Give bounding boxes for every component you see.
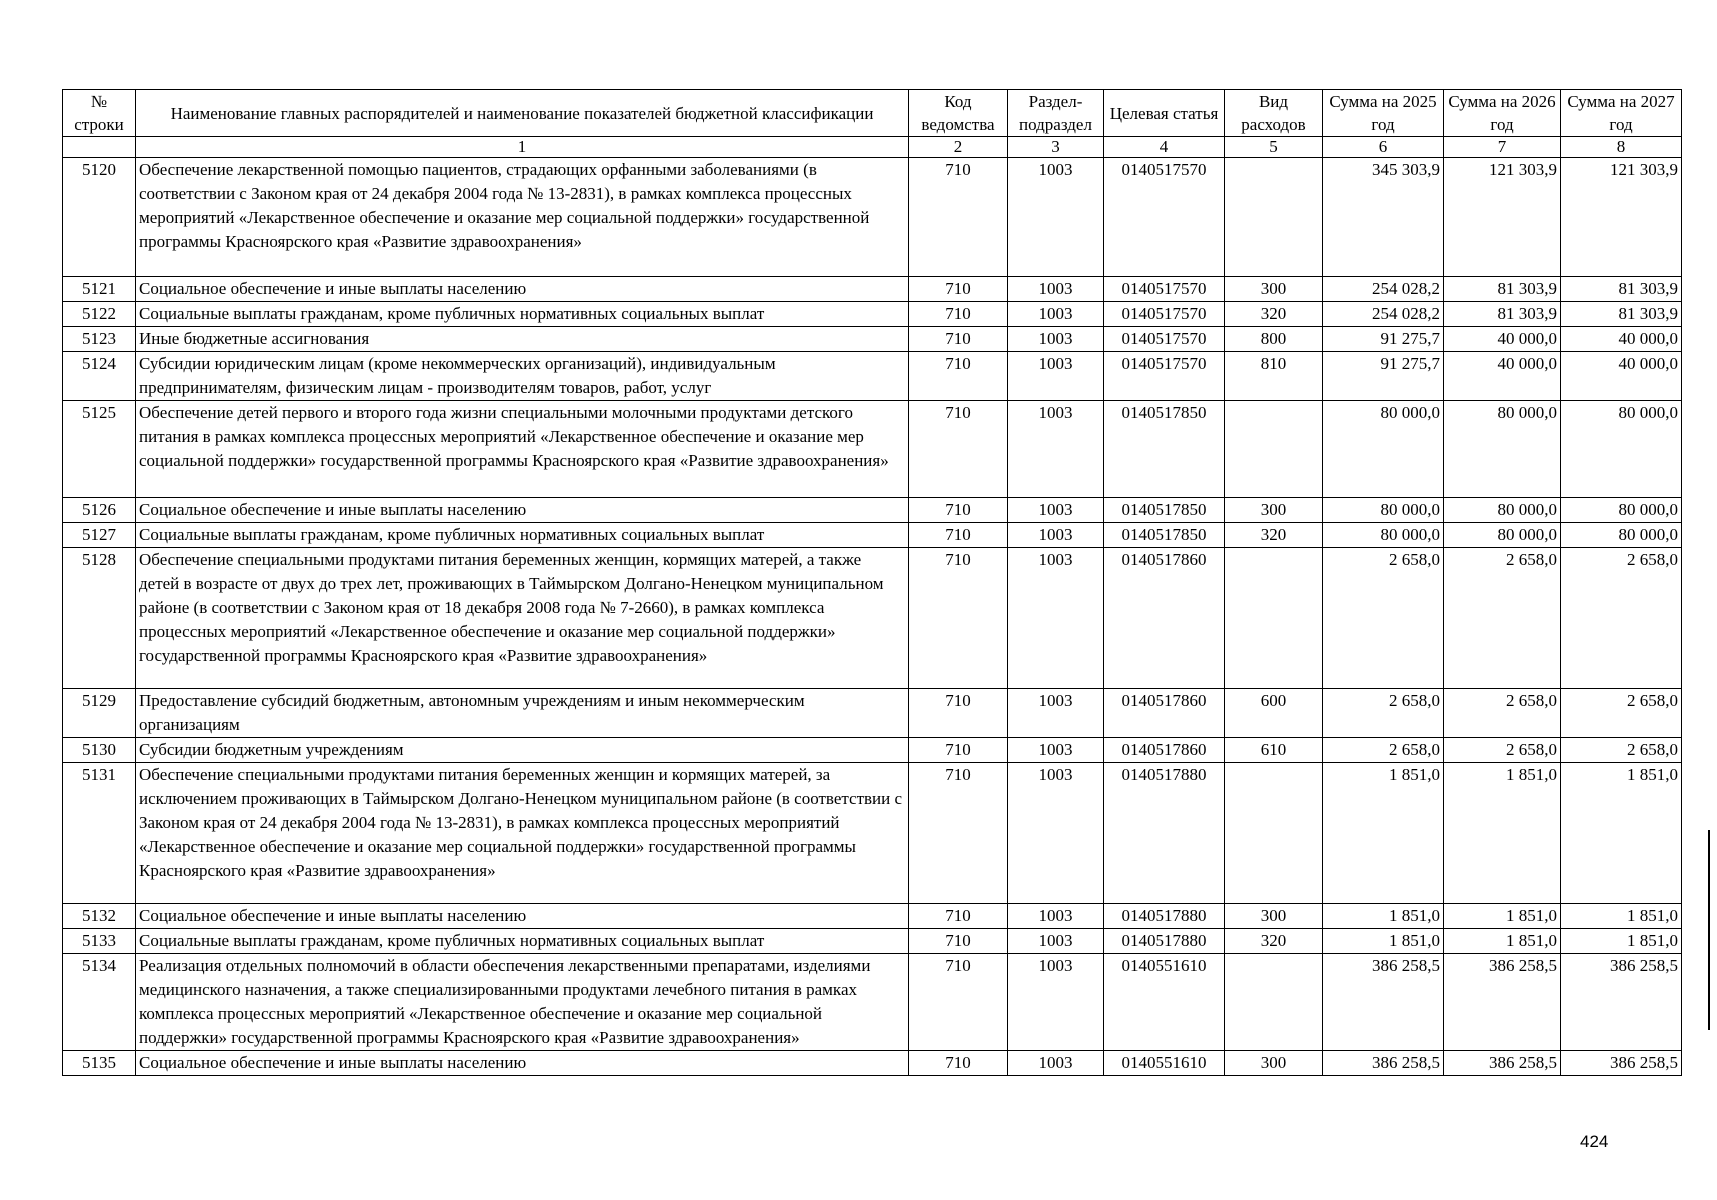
column-number (63, 137, 136, 158)
row-sum-2027: 2 658,0 (1561, 548, 1682, 689)
row-sum-2025: 2 658,0 (1323, 738, 1444, 763)
row-section: 1003 (1008, 954, 1104, 1051)
row-name: Обеспечение лекарственной помощью пациентов, страдающих орфанными заболеваниями (в соответствии с Законом края от 24 декабря 2004 года № 13-2831), в рамках комплекса процессных мероприятий «Лекарственное обеспечение и оказание мер социальной поддержки» государственной программы Красноярского края «Развитие здравоохранения» (136, 158, 909, 277)
row-sum-2025: 254 028,2 (1323, 277, 1444, 302)
row-target: 0140517860 (1104, 738, 1225, 763)
row-type: 300 (1225, 904, 1323, 929)
row-type (1225, 158, 1323, 277)
row-section: 1003 (1008, 523, 1104, 548)
table-row (63, 158, 1682, 277)
row-sum-2027: 80 000,0 (1561, 401, 1682, 498)
row-sum-2026: 2 658,0 (1444, 548, 1561, 689)
row-sum-2027: 80 000,0 (1561, 498, 1682, 523)
row-sum-2025: 1 851,0 (1323, 904, 1444, 929)
header-sum-2025: Сумма на 2025 год (1323, 90, 1444, 137)
row-sum-2026: 2 658,0 (1444, 689, 1561, 738)
row-dept: 710 (909, 352, 1008, 401)
table-row (63, 401, 1682, 498)
row-dept: 710 (909, 954, 1008, 1051)
row-dept: 710 (909, 327, 1008, 352)
row-type: 300 (1225, 1051, 1323, 1076)
row-dept: 710 (909, 763, 1008, 904)
row-dept: 710 (909, 498, 1008, 523)
budget-table (62, 89, 1682, 1076)
row-sum-2026: 40 000,0 (1444, 327, 1561, 352)
row-name: Социальные выплаты гражданам, кроме публичных нормативных социальных выплат (136, 929, 909, 954)
row-no: 5120 (63, 158, 136, 277)
row-name: Обеспечение детей первого и второго года жизни специальными молочными продуктами детского питания в рамках комплекса процессных мероприятий «Лекарственное обеспечение и оказание мер социальной поддержки» государственной программы Красноярского края «Развитие здравоохранения» (136, 401, 909, 498)
scan-edge-mark (1708, 830, 1710, 1030)
row-dept: 710 (909, 158, 1008, 277)
header-sum-2026: Сумма на 2026 год (1444, 90, 1561, 137)
row-target: 0140517570 (1104, 327, 1225, 352)
row-target: 0140517570 (1104, 158, 1225, 277)
row-sum-2025: 1 851,0 (1323, 763, 1444, 904)
document-page (62, 89, 1681, 1076)
table-row (63, 1051, 1682, 1076)
table-row (63, 327, 1682, 352)
header-target: Целевая статья (1104, 90, 1225, 137)
row-sum-2027: 2 658,0 (1561, 738, 1682, 763)
row-section: 1003 (1008, 904, 1104, 929)
row-section: 1003 (1008, 401, 1104, 498)
page-number: 424 (1580, 1132, 1609, 1151)
row-type: 320 (1225, 302, 1323, 327)
row-sum-2026: 1 851,0 (1444, 904, 1561, 929)
column-number: 6 (1323, 137, 1444, 158)
row-dept: 710 (909, 523, 1008, 548)
row-name: Социальное обеспечение и иные выплаты населению (136, 498, 909, 523)
row-sum-2026: 80 000,0 (1444, 523, 1561, 548)
table-row (63, 763, 1682, 904)
row-section: 1003 (1008, 689, 1104, 738)
row-dept: 710 (909, 1051, 1008, 1076)
row-type: 610 (1225, 738, 1323, 763)
row-sum-2026: 386 258,5 (1444, 1051, 1561, 1076)
row-sum-2026: 81 303,9 (1444, 277, 1561, 302)
row-target: 0140517860 (1104, 548, 1225, 689)
row-target: 0140517880 (1104, 904, 1225, 929)
row-no: 5124 (63, 352, 136, 401)
row-type: 300 (1225, 277, 1323, 302)
row-sum-2025: 386 258,5 (1323, 1051, 1444, 1076)
row-no: 5121 (63, 277, 136, 302)
row-section: 1003 (1008, 498, 1104, 523)
header-row-no: № строки (63, 90, 136, 137)
row-sum-2026: 1 851,0 (1444, 929, 1561, 954)
row-sum-2027: 121 303,9 (1561, 158, 1682, 277)
row-sum-2027: 81 303,9 (1561, 302, 1682, 327)
row-sum-2027: 386 258,5 (1561, 954, 1682, 1051)
row-type (1225, 548, 1323, 689)
row-type: 600 (1225, 689, 1323, 738)
row-target: 0140517570 (1104, 277, 1225, 302)
row-section: 1003 (1008, 738, 1104, 763)
row-sum-2025: 80 000,0 (1323, 523, 1444, 548)
row-sum-2026: 121 303,9 (1444, 158, 1561, 277)
row-section: 1003 (1008, 302, 1104, 327)
row-name: Социальное обеспечение и иные выплаты населению (136, 1051, 909, 1076)
row-name: Социальные выплаты гражданам, кроме публичных нормативных социальных выплат (136, 302, 909, 327)
row-type: 800 (1225, 327, 1323, 352)
row-name: Предоставление субсидий бюджетным, автономным учреждениям и иным некоммерческим организациям (136, 689, 909, 738)
row-target: 0140517880 (1104, 763, 1225, 904)
row-dept: 710 (909, 401, 1008, 498)
row-no: 5123 (63, 327, 136, 352)
row-target: 0140551610 (1104, 1051, 1225, 1076)
row-sum-2026: 80 000,0 (1444, 401, 1561, 498)
row-sum-2026: 2 658,0 (1444, 738, 1561, 763)
row-no: 5126 (63, 498, 136, 523)
table-row (63, 548, 1682, 689)
row-sum-2027: 80 000,0 (1561, 523, 1682, 548)
row-dept: 710 (909, 548, 1008, 689)
row-no: 5134 (63, 954, 136, 1051)
row-no: 5132 (63, 904, 136, 929)
row-dept: 710 (909, 904, 1008, 929)
table-row (63, 738, 1682, 763)
row-name: Реализация отдельных полномочий в области обеспечения лекарственными препаратами, изделиями медицинского назначения, а также специализированными продуктами лечебного питания в рамках комплекса процессных мероприятий «Лекарственное обеспечение и оказание мер социальной поддержки» государственной программы Красноярского края «Развитие здравоохранения» (136, 954, 909, 1051)
row-name: Обеспечение специальными продуктами питания беременных женщин, кормящих матерей, а также детей в возрасте от двух до трех лет, проживающих в Таймырском Долгано-Ненецком муниципальном районе (в соответствии с Законом края от 18 декабря 2008 года № 7-2660), в рамках комплекса процессных мероприятий «Лекарственное обеспечение и оказание мер социальной поддержки» государственной программы Красноярского края «Развитие здравоохранения» (136, 548, 909, 689)
row-sum-2027: 81 303,9 (1561, 277, 1682, 302)
row-sum-2025: 1 851,0 (1323, 929, 1444, 954)
column-number: 8 (1561, 137, 1682, 158)
row-type: 810 (1225, 352, 1323, 401)
row-type (1225, 763, 1323, 904)
row-sum-2025: 2 658,0 (1323, 548, 1444, 689)
table-row (63, 302, 1682, 327)
row-no: 5131 (63, 763, 136, 904)
row-no: 5135 (63, 1051, 136, 1076)
row-no: 5129 (63, 689, 136, 738)
header-sum-2027: Сумма на 2027 год (1561, 90, 1682, 137)
row-target: 0140517880 (1104, 929, 1225, 954)
row-no: 5125 (63, 401, 136, 498)
header-dept-code: Код ведомства (909, 90, 1008, 137)
row-sum-2025: 80 000,0 (1323, 498, 1444, 523)
row-sum-2025: 345 303,9 (1323, 158, 1444, 277)
row-sum-2025: 254 028,2 (1323, 302, 1444, 327)
row-target: 0140517570 (1104, 302, 1225, 327)
row-target: 0140517850 (1104, 401, 1225, 498)
row-sum-2026: 40 000,0 (1444, 352, 1561, 401)
row-target: 0140517570 (1104, 352, 1225, 401)
row-type: 300 (1225, 498, 1323, 523)
row-sum-2025: 91 275,7 (1323, 327, 1444, 352)
row-section: 1003 (1008, 352, 1104, 401)
row-sum-2026: 81 303,9 (1444, 302, 1561, 327)
row-target: 0140517850 (1104, 523, 1225, 548)
row-section: 1003 (1008, 929, 1104, 954)
row-type (1225, 401, 1323, 498)
row-no: 5133 (63, 929, 136, 954)
row-sum-2027: 1 851,0 (1561, 763, 1682, 904)
row-section: 1003 (1008, 763, 1104, 904)
column-number: 7 (1444, 137, 1561, 158)
table-row (63, 352, 1682, 401)
row-sum-2027: 386 258,5 (1561, 1051, 1682, 1076)
column-number: 3 (1008, 137, 1104, 158)
table-row (63, 954, 1682, 1051)
row-section: 1003 (1008, 158, 1104, 277)
row-sum-2027: 40 000,0 (1561, 327, 1682, 352)
row-target: 0140517850 (1104, 498, 1225, 523)
row-no: 5127 (63, 523, 136, 548)
row-section: 1003 (1008, 327, 1104, 352)
row-name: Социальное обеспечение и иные выплаты населению (136, 904, 909, 929)
row-no: 5128 (63, 548, 136, 689)
table-row (63, 523, 1682, 548)
row-name: Субсидии бюджетным учреждениям (136, 738, 909, 763)
header-row (63, 90, 1682, 137)
row-section: 1003 (1008, 277, 1104, 302)
table-row (63, 929, 1682, 954)
row-sum-2025: 2 658,0 (1323, 689, 1444, 738)
row-no: 5130 (63, 738, 136, 763)
row-sum-2027: 40 000,0 (1561, 352, 1682, 401)
row-target: 0140517860 (1104, 689, 1225, 738)
row-sum-2027: 1 851,0 (1561, 929, 1682, 954)
row-sum-2027: 1 851,0 (1561, 904, 1682, 929)
row-name: Субсидии юридическим лицам (кроме некоммерческих организаций), индивидуальным предпринимателям, физическим лицам - производителям товаров, работ, услуг (136, 352, 909, 401)
row-sum-2025: 91 275,7 (1323, 352, 1444, 401)
header-section: Раздел-подраздел (1008, 90, 1104, 137)
row-section: 1003 (1008, 1051, 1104, 1076)
table-row (63, 277, 1682, 302)
row-sum-2026: 386 258,5 (1444, 954, 1561, 1051)
row-sum-2026: 80 000,0 (1444, 498, 1561, 523)
table-row (63, 498, 1682, 523)
row-dept: 710 (909, 277, 1008, 302)
row-target: 0140551610 (1104, 954, 1225, 1051)
row-sum-2025: 386 258,5 (1323, 954, 1444, 1051)
row-section: 1003 (1008, 548, 1104, 689)
row-name: Обеспечение специальными продуктами питания беременных женщин и кормящих матерей, за исключением проживающих в Таймырском Долгано-Ненецком муниципальном районе (в соответствии с Законом края от 24 декабря 2004 года № 13-2831), в рамках комплекса процессных мероприятий «Лекарственное обеспечение и оказание мер социальной поддержки» государственной программы Красноярского края «Развитие здравоохранения» (136, 763, 909, 904)
row-type (1225, 954, 1323, 1051)
row-dept: 710 (909, 689, 1008, 738)
row-type: 320 (1225, 929, 1323, 954)
row-dept: 710 (909, 738, 1008, 763)
row-sum-2026: 1 851,0 (1444, 763, 1561, 904)
table-row (63, 689, 1682, 738)
column-number: 1 (136, 137, 909, 158)
column-number: 2 (909, 137, 1008, 158)
row-type: 320 (1225, 523, 1323, 548)
header-name: Наименование главных распорядителей и наименование показателей бюджетной классификации (136, 90, 909, 137)
row-name: Социальное обеспечение и иные выплаты населению (136, 277, 909, 302)
row-no: 5122 (63, 302, 136, 327)
column-number: 4 (1104, 137, 1225, 158)
column-number: 5 (1225, 137, 1323, 158)
row-dept: 710 (909, 302, 1008, 327)
row-name: Социальные выплаты гражданам, кроме публичных нормативных социальных выплат (136, 523, 909, 548)
row-name: Иные бюджетные ассигнования (136, 327, 909, 352)
column-number-row (63, 137, 1682, 158)
row-sum-2027: 2 658,0 (1561, 689, 1682, 738)
row-dept: 710 (909, 929, 1008, 954)
row-sum-2025: 80 000,0 (1323, 401, 1444, 498)
table-row (63, 904, 1682, 929)
header-exp-type: Вид расходов (1225, 90, 1323, 137)
